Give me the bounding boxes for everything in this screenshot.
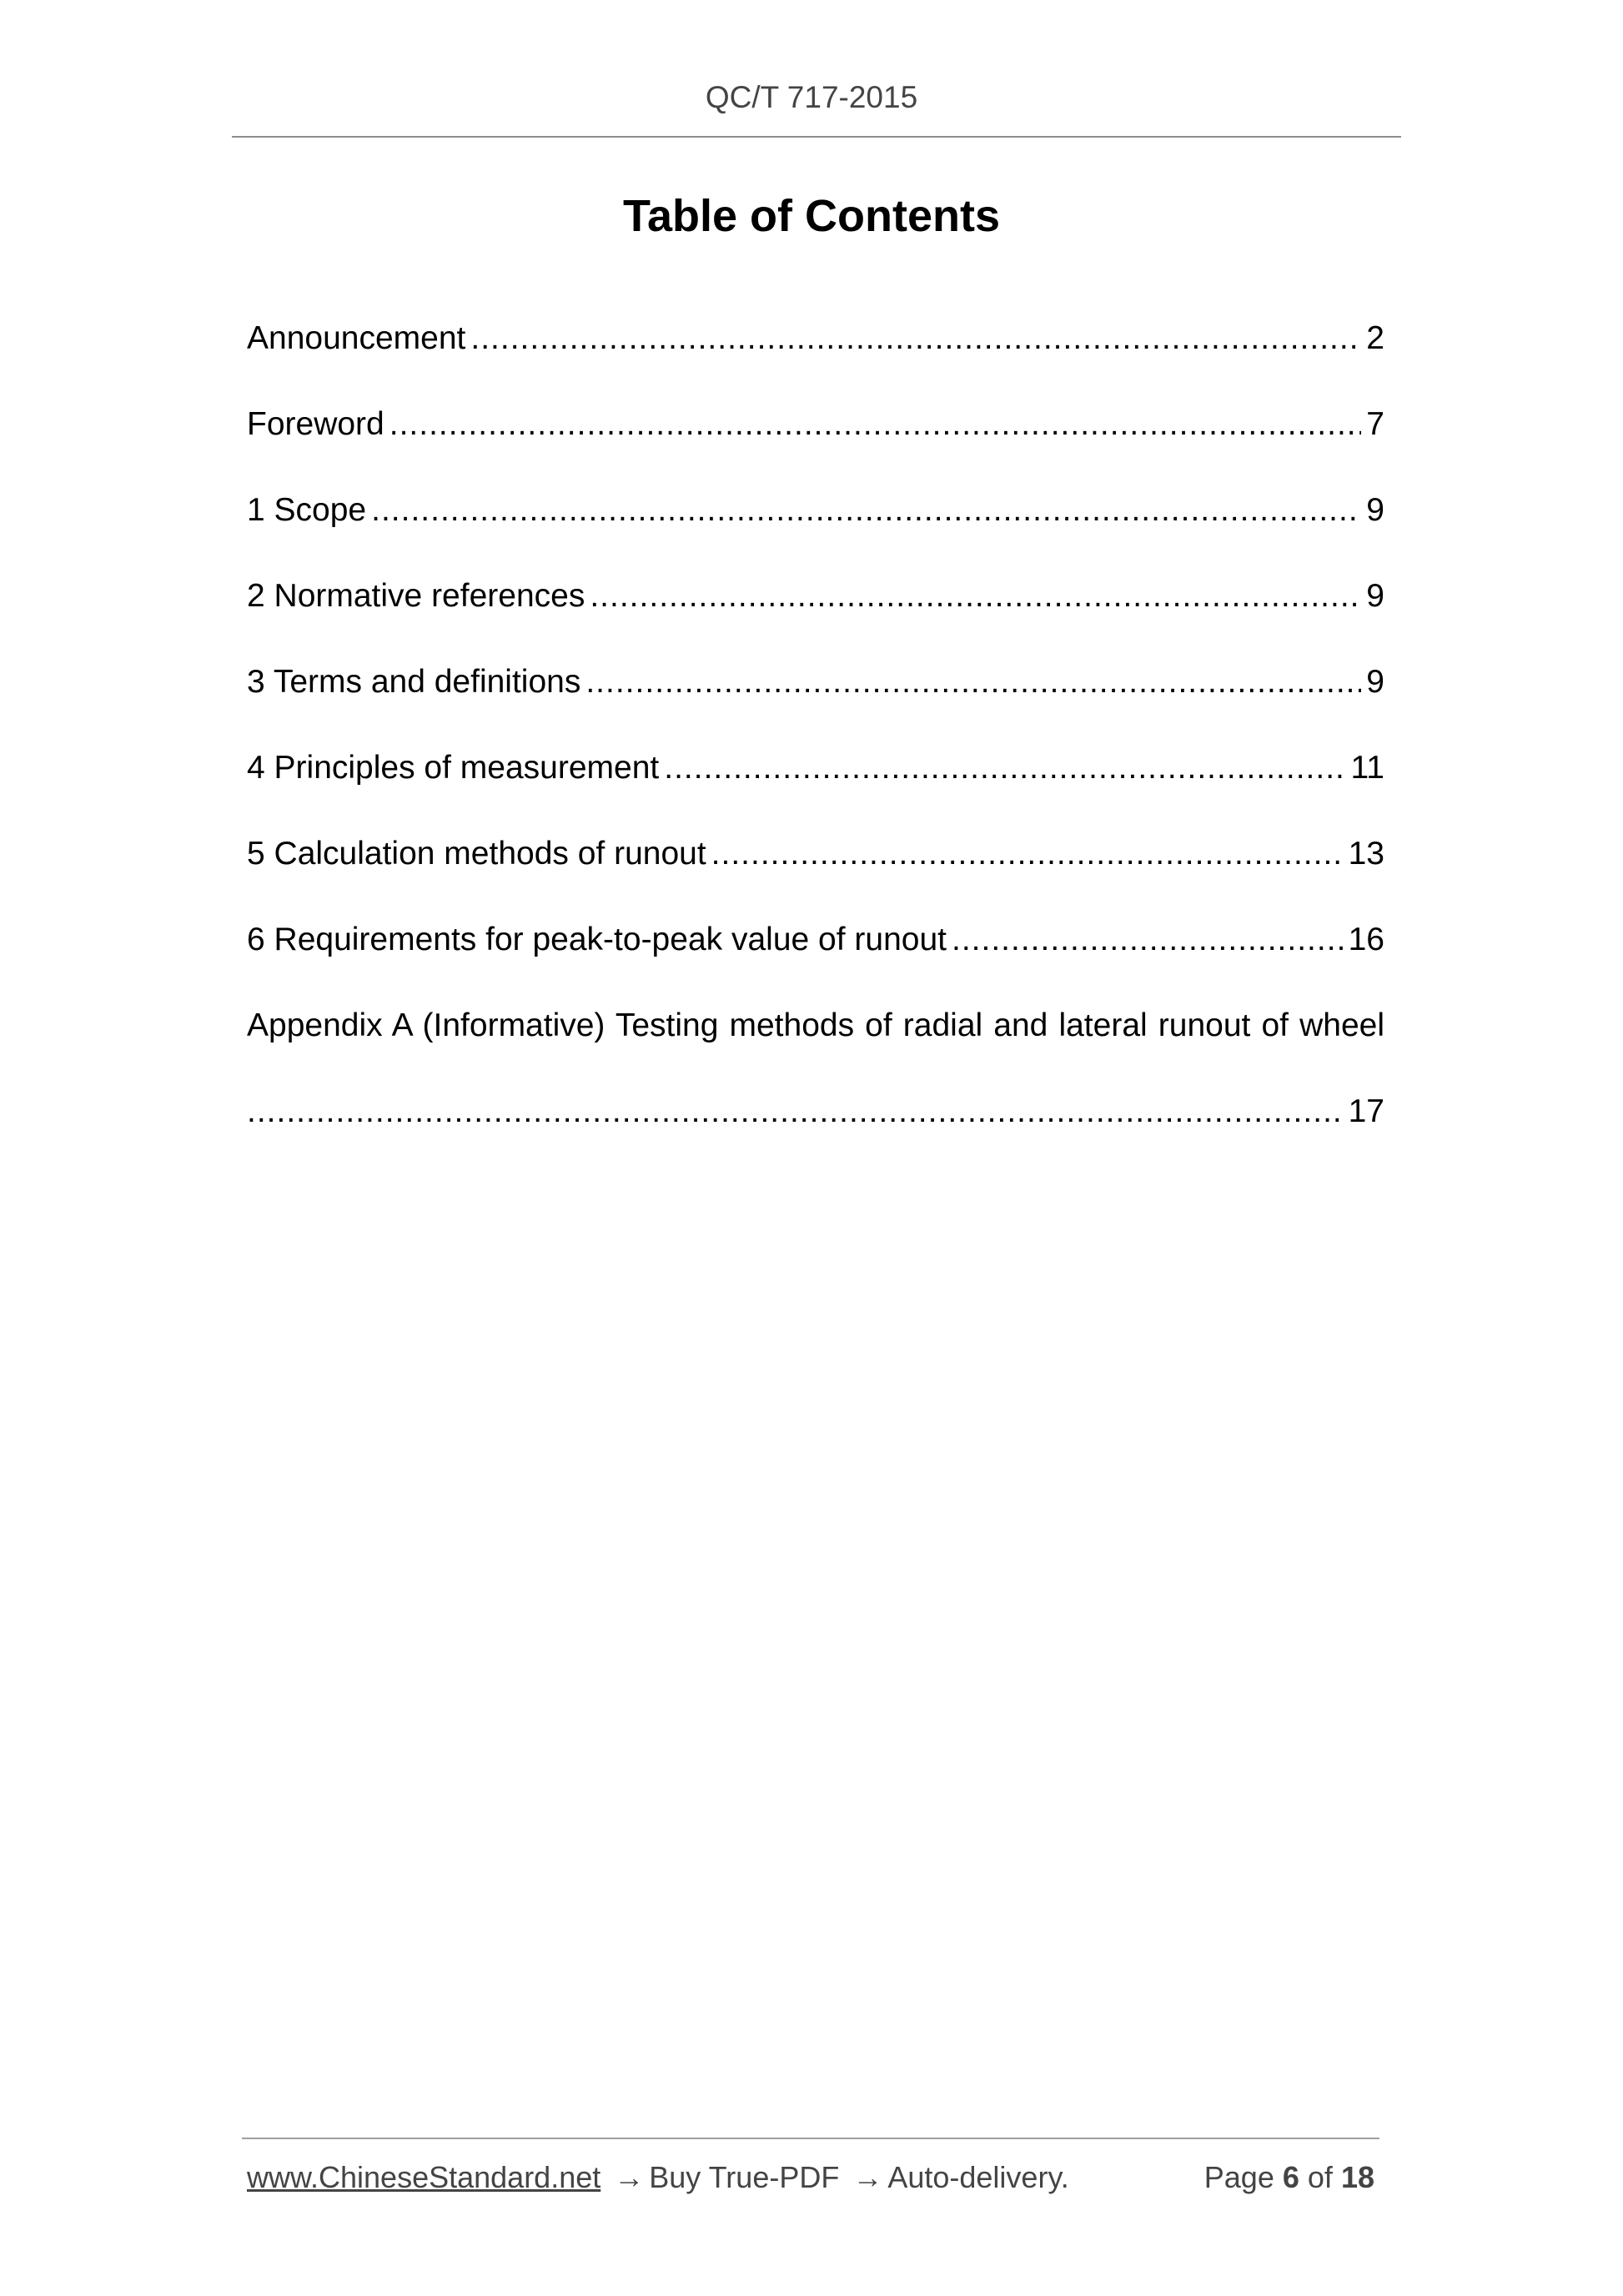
toc-entry-label: 6 Requirements for peak-to-peak value of runout <box>247 922 947 957</box>
toc-entry-foreword[interactable] <box>247 406 1384 492</box>
toc-entry-scope[interactable] <box>247 492 1384 578</box>
toc-entry-label: 5 Calculation methods of runout <box>247 836 706 872</box>
toc-entry-page: 11 <box>1350 750 1384 786</box>
toc-title: Table of Contents <box>623 191 1000 241</box>
toc-entry-label: 1 Scope <box>247 492 367 528</box>
toc-leader-dots <box>470 320 1361 357</box>
toc-entry-label: Foreword <box>247 406 384 442</box>
toc-entry-page: 9 <box>1366 578 1384 614</box>
toc-leader-dots <box>664 750 1345 786</box>
toc-entry-label: 2 Normative references <box>247 578 585 614</box>
toc-entry-page: 2 <box>1366 320 1384 356</box>
toc-entry-requirements[interactable] <box>247 922 1384 1007</box>
page-footer <box>247 2160 1374 2195</box>
toc-entry-page: 17 <box>1348 1093 1384 1129</box>
toc-leader-dots <box>247 1093 1344 1130</box>
toc-entry-calculation-methods[interactable] <box>247 836 1384 922</box>
toc-leader-dots <box>590 578 1361 615</box>
current-page: 6 <box>1282 2160 1299 2194</box>
document-id-header: QC/T 717-2015 <box>705 80 918 114</box>
toc-entry-principles-measurement[interactable] <box>247 750 1384 836</box>
toc-leader-dots <box>389 406 1362 443</box>
arrow-icon: → <box>852 2160 883 2194</box>
toc-entry-label: Appendix A (Informative) Testing methods of radial and lateral runout of wheel <box>247 1007 1384 1043</box>
toc-entry-label: 4 Principles of measurement <box>247 750 660 786</box>
toc-leader-dots <box>711 836 1344 872</box>
toc-list <box>247 320 1384 1179</box>
toc-leader-dots <box>585 664 1361 701</box>
toc-entry-page: 9 <box>1366 492 1384 528</box>
delivery-text: Auto-delivery. <box>887 2160 1069 2194</box>
toc-entry-page: 7 <box>1366 406 1384 442</box>
toc-entry-page: 16 <box>1348 922 1384 957</box>
toc-entry-label: 3 Terms and definitions <box>247 664 581 700</box>
buy-text: Buy True-PDF <box>649 2160 840 2194</box>
total-pages: 18 <box>1340 2160 1374 2194</box>
site-link[interactable]: www.ChineseStandard.net <box>247 2160 601 2194</box>
toc-entry-appendix-a[interactable] <box>247 1007 1384 1093</box>
header-divider <box>232 136 1401 138</box>
toc-entry-announcement[interactable] <box>247 320 1384 406</box>
footer-promo <box>247 2160 1069 2195</box>
toc-entry-page: 13 <box>1348 836 1384 872</box>
page-number <box>1204 2160 1374 2195</box>
of-word: of <box>1307 2160 1333 2194</box>
toc-entry-label: Announcement <box>247 320 466 356</box>
arrow-icon: → <box>614 2160 645 2194</box>
toc-entry-page: 9 <box>1366 664 1384 700</box>
toc-entry-normative-references[interactable] <box>247 578 1384 664</box>
toc-leader-dots <box>952 922 1344 958</box>
toc-leader-dots <box>371 492 1361 529</box>
toc-entry-terms-definitions[interactable] <box>247 664 1384 750</box>
page-word: Page <box>1203 2160 1274 2194</box>
toc-entry-appendix-a-continuation[interactable] <box>247 1093 1384 1179</box>
footer-divider <box>242 2138 1379 2139</box>
